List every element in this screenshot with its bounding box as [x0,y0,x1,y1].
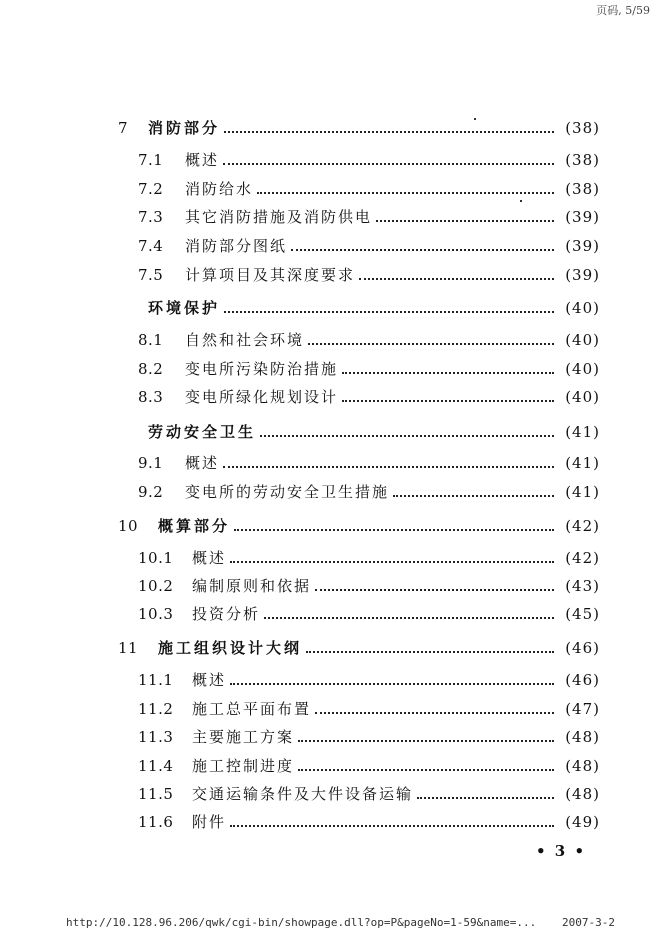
toc-section-row [0,451,662,475]
toc-leader-dots [230,559,554,563]
toc-number: 7.5 [138,266,164,284]
toc-section-row [0,546,662,570]
toc-number: 11.6 [138,813,174,831]
toc-page-ref: (39) [565,237,600,255]
toc-chapter-row [0,420,662,444]
toc-number: 7.2 [138,180,164,198]
toc-title: 投资分析 [192,605,261,623]
scan-speck [520,200,522,202]
toc-number: 11 [118,639,139,657]
toc-section-row [0,385,662,409]
toc-section-row [0,602,662,626]
toc-chapter-row [0,636,662,660]
toc-leader-dots [393,493,554,497]
toc-leader-dots [376,218,554,222]
toc-number: 11.1 [138,671,174,689]
toc-leader-dots [223,161,554,165]
toc-title: 消防部分图纸 [185,237,288,255]
toc-page-ref: (38) [565,119,600,137]
toc-title: 自然和社会环境 [185,331,305,349]
toc-page-ref: (40) [565,331,600,349]
toc-section-row [0,263,662,287]
toc-leader-dots [342,370,554,374]
toc-number: 10.3 [138,605,174,623]
toc-page-ref: (47) [565,700,600,718]
toc-leader-dots [224,309,554,313]
toc-leader-dots [308,341,554,345]
toc-page-ref: (45) [565,605,600,623]
toc-title: 变电所污染防治措施 [185,360,339,378]
toc-section-row [0,725,662,749]
toc-number: 8.3 [138,388,164,406]
toc-section-row [0,177,662,201]
toc-title: 概述 [192,549,227,567]
toc-page-ref: (48) [565,757,600,775]
scan-speck [474,118,476,120]
toc-number: 7 [118,119,129,137]
toc-leader-dots [315,710,554,714]
toc-page-ref: (41) [565,423,600,441]
toc-leader-dots [223,464,554,468]
footer-url: http://10.128.96.206/qwk/cgi-bin/showpage.dll?op=P&pageNo=1-59&name=... [66,916,537,929]
toc-number: 9.1 [138,454,164,472]
toc-leader-dots [234,527,554,531]
toc-section-row [0,810,662,834]
toc-leader-dots [298,767,554,771]
toc-page-ref: (40) [565,360,600,378]
toc-page-ref: (42) [565,549,600,567]
toc-page-ref: (41) [565,454,600,472]
toc-leader-dots [230,823,554,827]
toc-title: 计算项目及其深度要求 [185,266,356,284]
toc-title: 消防部分 [148,119,221,137]
toc-leader-dots [417,795,554,799]
toc-title: 变电所的劳动安全卫生措施 [185,483,390,501]
toc-number: 9.2 [138,483,164,501]
toc-title: 施工控制进度 [192,757,295,775]
toc-page-ref: (46) [565,639,600,657]
toc-number: 8.1 [138,331,164,349]
toc-leader-dots [359,276,554,280]
toc-leader-dots [230,681,554,685]
toc-leader-dots [260,433,554,437]
toc-title: 概算部分 [158,517,231,535]
toc-page-ref: (43) [565,577,600,595]
toc-number: 10.1 [138,549,174,567]
toc-page-ref: (42) [565,517,600,535]
toc-section-row [0,357,662,381]
toc-leader-dots [224,129,554,133]
toc-page-ref: (38) [565,180,600,198]
toc-number: 7.3 [138,208,164,226]
toc-title: 劳动安全卫生 [148,423,257,441]
toc-section-row [0,480,662,504]
toc-leader-dots [257,190,554,194]
toc-title: 施工总平面布置 [192,700,312,718]
toc-number: 11.4 [138,757,174,775]
toc-title: 变电所绿化规划设计 [185,388,339,406]
toc-title: 交通运输条件及大件设备运输 [192,785,414,803]
toc-number: 8.2 [138,360,164,378]
toc-page-ref: (48) [565,785,600,803]
toc-title: 概述 [192,671,227,689]
toc-section-row [0,754,662,778]
toc-title: 其它消防措施及消防供电 [185,208,373,226]
toc-leader-dots [315,587,554,591]
toc-title: 消防给水 [185,180,254,198]
page-indicator: 页码, 5/59 [596,4,650,17]
toc-page-ref: (46) [565,671,600,689]
toc-page-ref: (39) [565,208,600,226]
toc-number: 10.2 [138,577,174,595]
toc-leader-dots [342,398,554,402]
toc-page-ref: (41) [565,483,600,501]
toc-title: 附件 [192,813,227,831]
toc-leader-dots [298,738,554,742]
toc-section-row [0,234,662,258]
toc-section-row [0,697,662,721]
toc-leader-dots [264,615,554,619]
toc-page-ref: (40) [565,299,600,317]
toc-title: 环境保护 [148,299,221,317]
page-number: • 3 • [536,842,587,860]
toc-title: 施工组织设计大纲 [158,639,303,657]
toc-chapter-row [0,514,662,538]
toc-chapter-row [0,296,662,320]
toc-title: 概述 [185,151,220,169]
toc-title: 主要施工方案 [192,728,295,746]
toc-chapter-row [0,116,662,140]
toc-number: 7.1 [138,151,164,169]
toc-page-ref: (39) [565,266,600,284]
toc-section-row [0,574,662,598]
toc-number: 7.4 [138,237,164,255]
toc-section-row [0,148,662,172]
toc-section-row [0,205,662,229]
toc-title: 概述 [185,454,220,472]
toc-leader-dots [306,649,554,653]
toc-page-ref: (49) [565,813,600,831]
toc-number: 11.5 [138,785,174,803]
toc-leader-dots [291,247,554,251]
toc-section-row [0,328,662,352]
toc-title: 编制原则和依据 [192,577,312,595]
toc-page-ref: (40) [565,388,600,406]
toc-page-ref: (48) [565,728,600,746]
toc-number: 11.3 [138,728,174,746]
toc-section-row [0,782,662,806]
toc-section-row [0,668,662,692]
toc-number: 10 [118,517,139,535]
toc-number: 11.2 [138,700,174,718]
toc-page-ref: (38) [565,151,600,169]
footer-date: 2007-3-2 [562,916,615,929]
